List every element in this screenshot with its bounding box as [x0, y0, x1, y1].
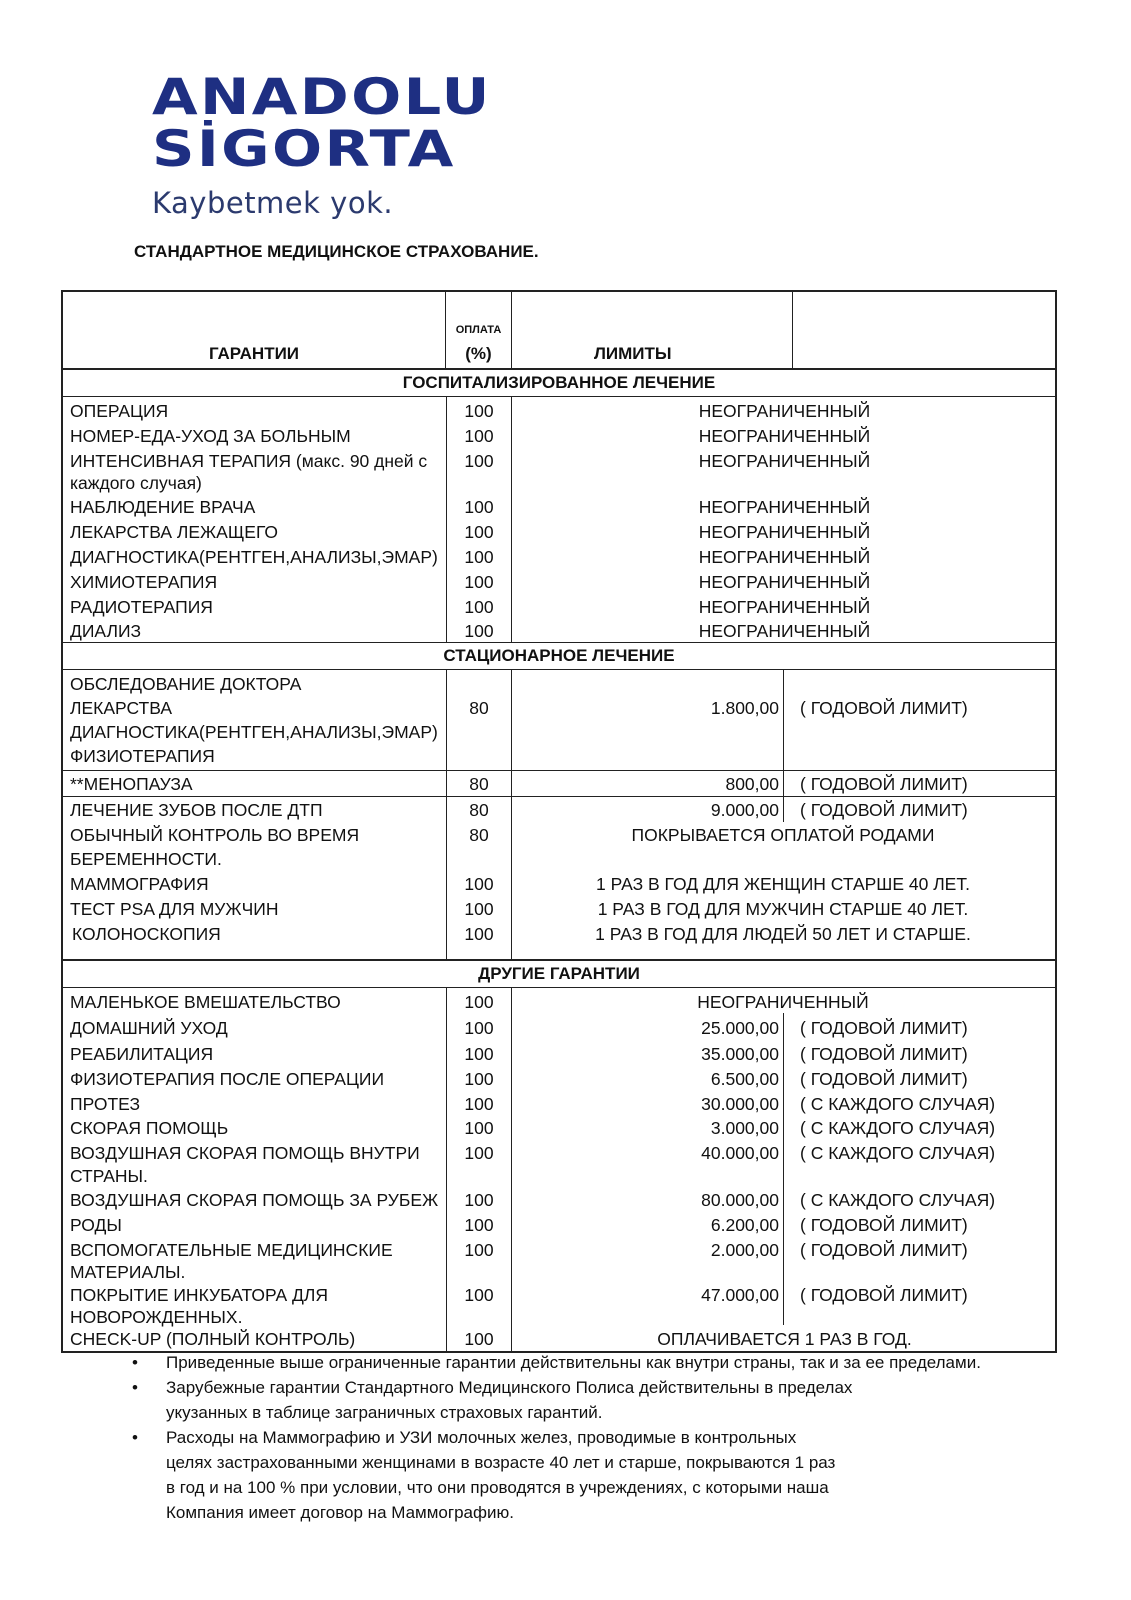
table-row — [63, 797, 1055, 821]
note-text: целях застрахованными женщинами в возрасте 40 лет и старше, покрываются 1 раз — [166, 1453, 836, 1472]
table-row — [63, 671, 1055, 769]
row-value: 35.000,00 — [701, 1044, 779, 1064]
row-name: ДИАГНОСТИКА(РЕНТГЕН,АНАЛИЗЫ,ЭМАР) — [70, 722, 438, 742]
row-value: 1.800,00 — [710, 698, 779, 718]
row-name: CHECK-UP (ПОЛНЫЙ КОНТРОЛЬ) — [70, 1329, 356, 1349]
outpatient-group-3 — [63, 797, 1055, 949]
row-limit: 1 РАЗ В ГОД ДЛЯ ЖЕНЩИН СТАРШЕ 40 ЛЕТ. — [596, 874, 970, 894]
row-name: ЛЕКАРСТВА — [70, 698, 173, 718]
row-name: ДИАЛИЗ — [70, 621, 142, 641]
row-name: ВОЗДУШНАЯ СКОРАЯ ПОМОЩЬ ЗА РУБЕЖ — [70, 1190, 439, 1210]
row-term: ( С КАЖДОГО СЛУЧАЯ) — [800, 1094, 996, 1114]
row-name: ОПЕРАЦИЯ — [70, 401, 169, 421]
row-pct: 80 — [469, 698, 489, 718]
table-row — [63, 448, 1055, 494]
row-pct: 100 — [464, 1285, 494, 1305]
row-name: РАДИОТЕРАПИЯ — [70, 597, 213, 617]
row-pct: 100 — [464, 1018, 494, 1038]
row-limit: ПОКРЫВАЕТСЯ ОПЛАТОЙ РОДАМИ — [631, 825, 935, 845]
row-name: НАБЛЮДЕНИЕ ВРАЧА — [70, 497, 256, 517]
row-pct: 100 — [464, 1215, 494, 1235]
row-pct: 100 — [464, 547, 494, 567]
row-term: ( ГОДОВОЙ ЛИМИТ) — [800, 1044, 968, 1064]
row-limit: НЕОГРАНИЧЕННЫЙ — [698, 451, 871, 471]
row-pct: 100 — [464, 426, 494, 446]
table-row — [63, 494, 1055, 518]
row-pct: 100 — [464, 1044, 494, 1064]
row-limit: 1 РАЗ В ГОД ДЛЯ МУЖЧИН СТАРШЕ 40 ЛЕТ. — [597, 899, 969, 919]
row-pct: 100 — [464, 1240, 494, 1260]
row-name: ОБСЛЕДОВАНИЕ ДОКТОРА — [70, 674, 302, 694]
footnotes — [130, 1350, 1090, 1525]
row-name: РЕАБИЛИТАЦИЯ — [70, 1044, 214, 1064]
note-1 — [130, 1350, 1090, 1375]
row-pct: 100 — [464, 899, 494, 919]
row-pct: 100 — [464, 1118, 494, 1138]
header-guarantees: ГАРАНТИИ — [208, 344, 300, 363]
table-row — [63, 871, 1055, 895]
row-term: ( ГОДОВОЙ ЛИМИТ) — [800, 1215, 968, 1235]
row-term: ( С КАЖДОГО СЛУЧАЯ) — [800, 1118, 996, 1138]
row-pct: 100 — [464, 924, 494, 944]
row-name: МАММОГРАФИЯ — [70, 874, 209, 894]
table-row — [63, 423, 1055, 447]
row-pct: 80 — [469, 800, 489, 820]
row-pct: 100 — [464, 1094, 494, 1114]
row-name: ДИАГНОСТИКА(РЕНТГЕН,АНАЛИЗЫ,ЭМАР) — [70, 547, 438, 567]
note-text: Приведенные выше ограниченные гарантии действительны как внутри страны, так и за ее пределами. — [166, 1353, 981, 1372]
row-name: ФИЗИОТЕРАПИЯ — [70, 746, 215, 766]
row-pct: 100 — [464, 874, 494, 894]
bullet: • — [132, 1353, 138, 1372]
row-name: НОМЕР-ЕДА-УХОД ЗА БОЛЬНЫМ — [70, 426, 351, 446]
table-row — [63, 618, 1055, 642]
row-value: 40.000,00 — [701, 1143, 779, 1163]
row-pct: 100 — [464, 992, 494, 1012]
row-name-cont: БЕРЕМЕННОСТИ. — [70, 849, 222, 869]
row-value: 80.000,00 — [701, 1190, 779, 1210]
table-header — [63, 292, 1055, 370]
row-limit: НЕОГРАНИЧЕННЫЙ — [697, 992, 869, 1012]
row-pct: 100 — [464, 1190, 494, 1210]
section-outpatient: СТАЦИОНАРНОЕ ЛЕЧЕНИЕ — [63, 643, 1055, 670]
other-group — [63, 988, 1055, 1351]
row-term: ( ГОДОВОЙ ЛИМИТ) — [800, 800, 968, 820]
table-row — [63, 921, 1055, 945]
row-value: 6.500,00 — [710, 1069, 779, 1089]
row-name: ДОМАШНИЙ УХОД — [70, 1018, 228, 1038]
row-term: ( ГОДОВОЙ ЛИМИТ) — [800, 698, 968, 718]
row-name: ТЕСТ PSA ДЛЯ МУЖЧИН — [70, 899, 279, 919]
table-row — [63, 519, 1055, 543]
header-payment: ОПЛАТА — [455, 324, 502, 336]
row-name: ОБЫЧНЫЙ КОНТРОЛЬ ВО ВРЕМЯ — [70, 825, 360, 845]
note-2 — [130, 1375, 1090, 1425]
outpatient-group-2 — [63, 771, 1055, 797]
row-term: ( ГОДОВОЙ ЛИМИТ) — [800, 1285, 968, 1305]
row-limit: НЕОГРАНИЧЕННЫЙ — [698, 401, 871, 421]
row-name: ВОЗДУШНАЯ СКОРАЯ ПОМОЩЬ ВНУТРИ — [70, 1143, 420, 1163]
logo-line-1: ANADOLU — [152, 68, 492, 126]
row-name: ХИМИОТЕРАПИЯ — [70, 572, 218, 592]
row-name: ЛЕЧЕНИЕ ЗУБОВ ПОСЛЕ ДТП — [70, 800, 323, 820]
row-name: РОДЫ — [70, 1215, 122, 1235]
row-pct: 100 — [464, 572, 494, 592]
row-pct: 100 — [464, 497, 494, 517]
row-limit: ОПЛАЧИВАЕТСЯ 1 РАЗ В ГОД. — [657, 1329, 912, 1349]
hospital-group — [63, 397, 1055, 643]
row-value: 47.000,00 — [701, 1285, 779, 1305]
row-name: ФИЗИОТЕРАПИЯ ПОСЛЕ ОПЕРАЦИИ — [70, 1069, 385, 1089]
row-term: ( ГОДОВОЙ ЛИМИТ) — [800, 1069, 968, 1089]
table-row — [63, 771, 1055, 795]
row-name: ПРОТЕЗ — [70, 1094, 141, 1114]
logo-tagline: Kaybetmek yok. — [152, 186, 394, 220]
logo-line-2: SİGORTA — [152, 120, 456, 178]
row-value: 2.000,00 — [710, 1240, 779, 1260]
row-limit: НЕОГРАНИЧЕННЫЙ — [698, 522, 871, 542]
row-name: ЛЕКАРСТВА ЛЕЖАЩЕГО — [70, 522, 279, 542]
section-other: ДРУГИЕ ГАРАНТИИ — [63, 961, 1055, 988]
table-spacer — [63, 949, 1055, 961]
table-row — [63, 544, 1055, 568]
table-row — [63, 896, 1055, 920]
row-pct: 100 — [464, 1069, 494, 1089]
table-row — [63, 569, 1055, 593]
row-name: **МЕНОПАУЗА — [70, 774, 193, 794]
row-value: 6.200,00 — [710, 1215, 779, 1235]
row-limit: НЕОГРАНИЧЕННЫЙ — [698, 426, 871, 446]
row-name-cont: НОВОРОЖДЕННЫХ. — [70, 1307, 243, 1327]
header-percent: (%) — [465, 344, 492, 363]
note-text: Зарубежные гарантии Стандартного Медицинского Полиса действительны в пределах — [166, 1378, 853, 1397]
table-row — [63, 398, 1055, 422]
row-pct: 100 — [464, 522, 494, 542]
row-limit: НЕОГРАНИЧЕННЫЙ — [698, 621, 871, 641]
row-pct: 100 — [464, 597, 494, 617]
row-name: КОЛОНОСКОПИЯ — [72, 924, 221, 944]
row-name: ПОКРЫТИЕ ИНКУБАТОРА ДЛЯ — [70, 1285, 329, 1305]
row-pct: 80 — [469, 774, 489, 794]
row-name: ИНТЕНСИВНАЯ ТЕРАПИЯ (макс. 90 дней с — [70, 451, 428, 471]
note-text: в год и на 100 % при условии, что они проводятся в учреждениях, с которыми наша — [166, 1478, 829, 1497]
row-pct: 100 — [464, 401, 494, 421]
row-term: ( ГОДОВОЙ ЛИМИТ) — [800, 1018, 968, 1038]
row-value: 9.000,00 — [710, 800, 779, 820]
row-limit: НЕОГРАНИЧЕННЫЙ — [698, 572, 871, 592]
row-name: СКОРАЯ ПОМОЩЬ — [70, 1118, 229, 1138]
bullet: • — [132, 1428, 138, 1447]
row-term: ( ГОДОВОЙ ЛИМИТ) — [800, 774, 968, 794]
section-hospital: ГОСПИТАЛИЗИРОВАННОЕ ЛЕЧЕНИЕ — [63, 370, 1055, 397]
table-row — [63, 822, 1055, 870]
row-value: 800,00 — [725, 774, 779, 794]
guarantees-table — [61, 290, 1057, 1353]
row-name-cont: МАТЕРИАЛЫ. — [70, 1262, 186, 1282]
table-row — [63, 594, 1055, 618]
row-limit: 1 РАЗ В ГОД ДЛЯ ЛЮДЕЙ 50 ЛЕТ И СТАРШЕ. — [595, 924, 971, 944]
row-pct: 100 — [464, 451, 494, 471]
note-text: укузанных в таблице заграничных страховых гарантий. — [166, 1403, 603, 1422]
row-term: ( С КАЖДОГО СЛУЧАЯ) — [800, 1190, 996, 1210]
bullet: • — [132, 1378, 138, 1397]
row-term: ( С КАЖДОГО СЛУЧАЯ) — [800, 1143, 996, 1163]
row-name-cont: СТРАНЫ. — [70, 1166, 148, 1186]
note-3 — [130, 1425, 1090, 1525]
row-pct: 80 — [469, 825, 489, 845]
company-logo — [152, 68, 492, 220]
note-text: Расходы на Маммографию и УЗИ молочных желез, проводимые в контрольных — [166, 1428, 797, 1447]
row-pct: 100 — [464, 621, 494, 641]
header-limits: ЛИМИТЫ — [594, 344, 672, 363]
row-value: 3.000,00 — [710, 1118, 779, 1138]
row-term: ( ГОДОВОЙ ЛИМИТ) — [800, 1240, 968, 1260]
row-name: МАЛЕНЬКОЕ ВМЕШАТЕЛЬСТВО — [70, 992, 341, 1012]
row-pct: 100 — [464, 1143, 494, 1163]
row-limit: НЕОГРАНИЧЕННЫЙ — [698, 497, 871, 517]
row-limit: НЕОГРАНИЧЕННЫЙ — [698, 547, 871, 567]
row-pct: 100 — [464, 1329, 494, 1349]
row-value: 25.000,00 — [701, 1018, 779, 1038]
row-name-cont: каждого случая) — [70, 473, 202, 493]
document-title: СТАНДАРТНОЕ МЕДИЦИНСКОЕ СТРАХОВАНИЕ. — [134, 242, 539, 261]
note-text: Компания имеет договор на Маммографию. — [166, 1503, 514, 1522]
row-value: 30.000,00 — [701, 1094, 779, 1114]
outpatient-group-1 — [63, 670, 1055, 771]
row-name: ВСПОМОГАТЕЛЬНЫЕ МЕДИЦИНСКИЕ — [70, 1240, 393, 1260]
row-limit: НЕОГРАНИЧЕННЫЙ — [698, 597, 871, 617]
